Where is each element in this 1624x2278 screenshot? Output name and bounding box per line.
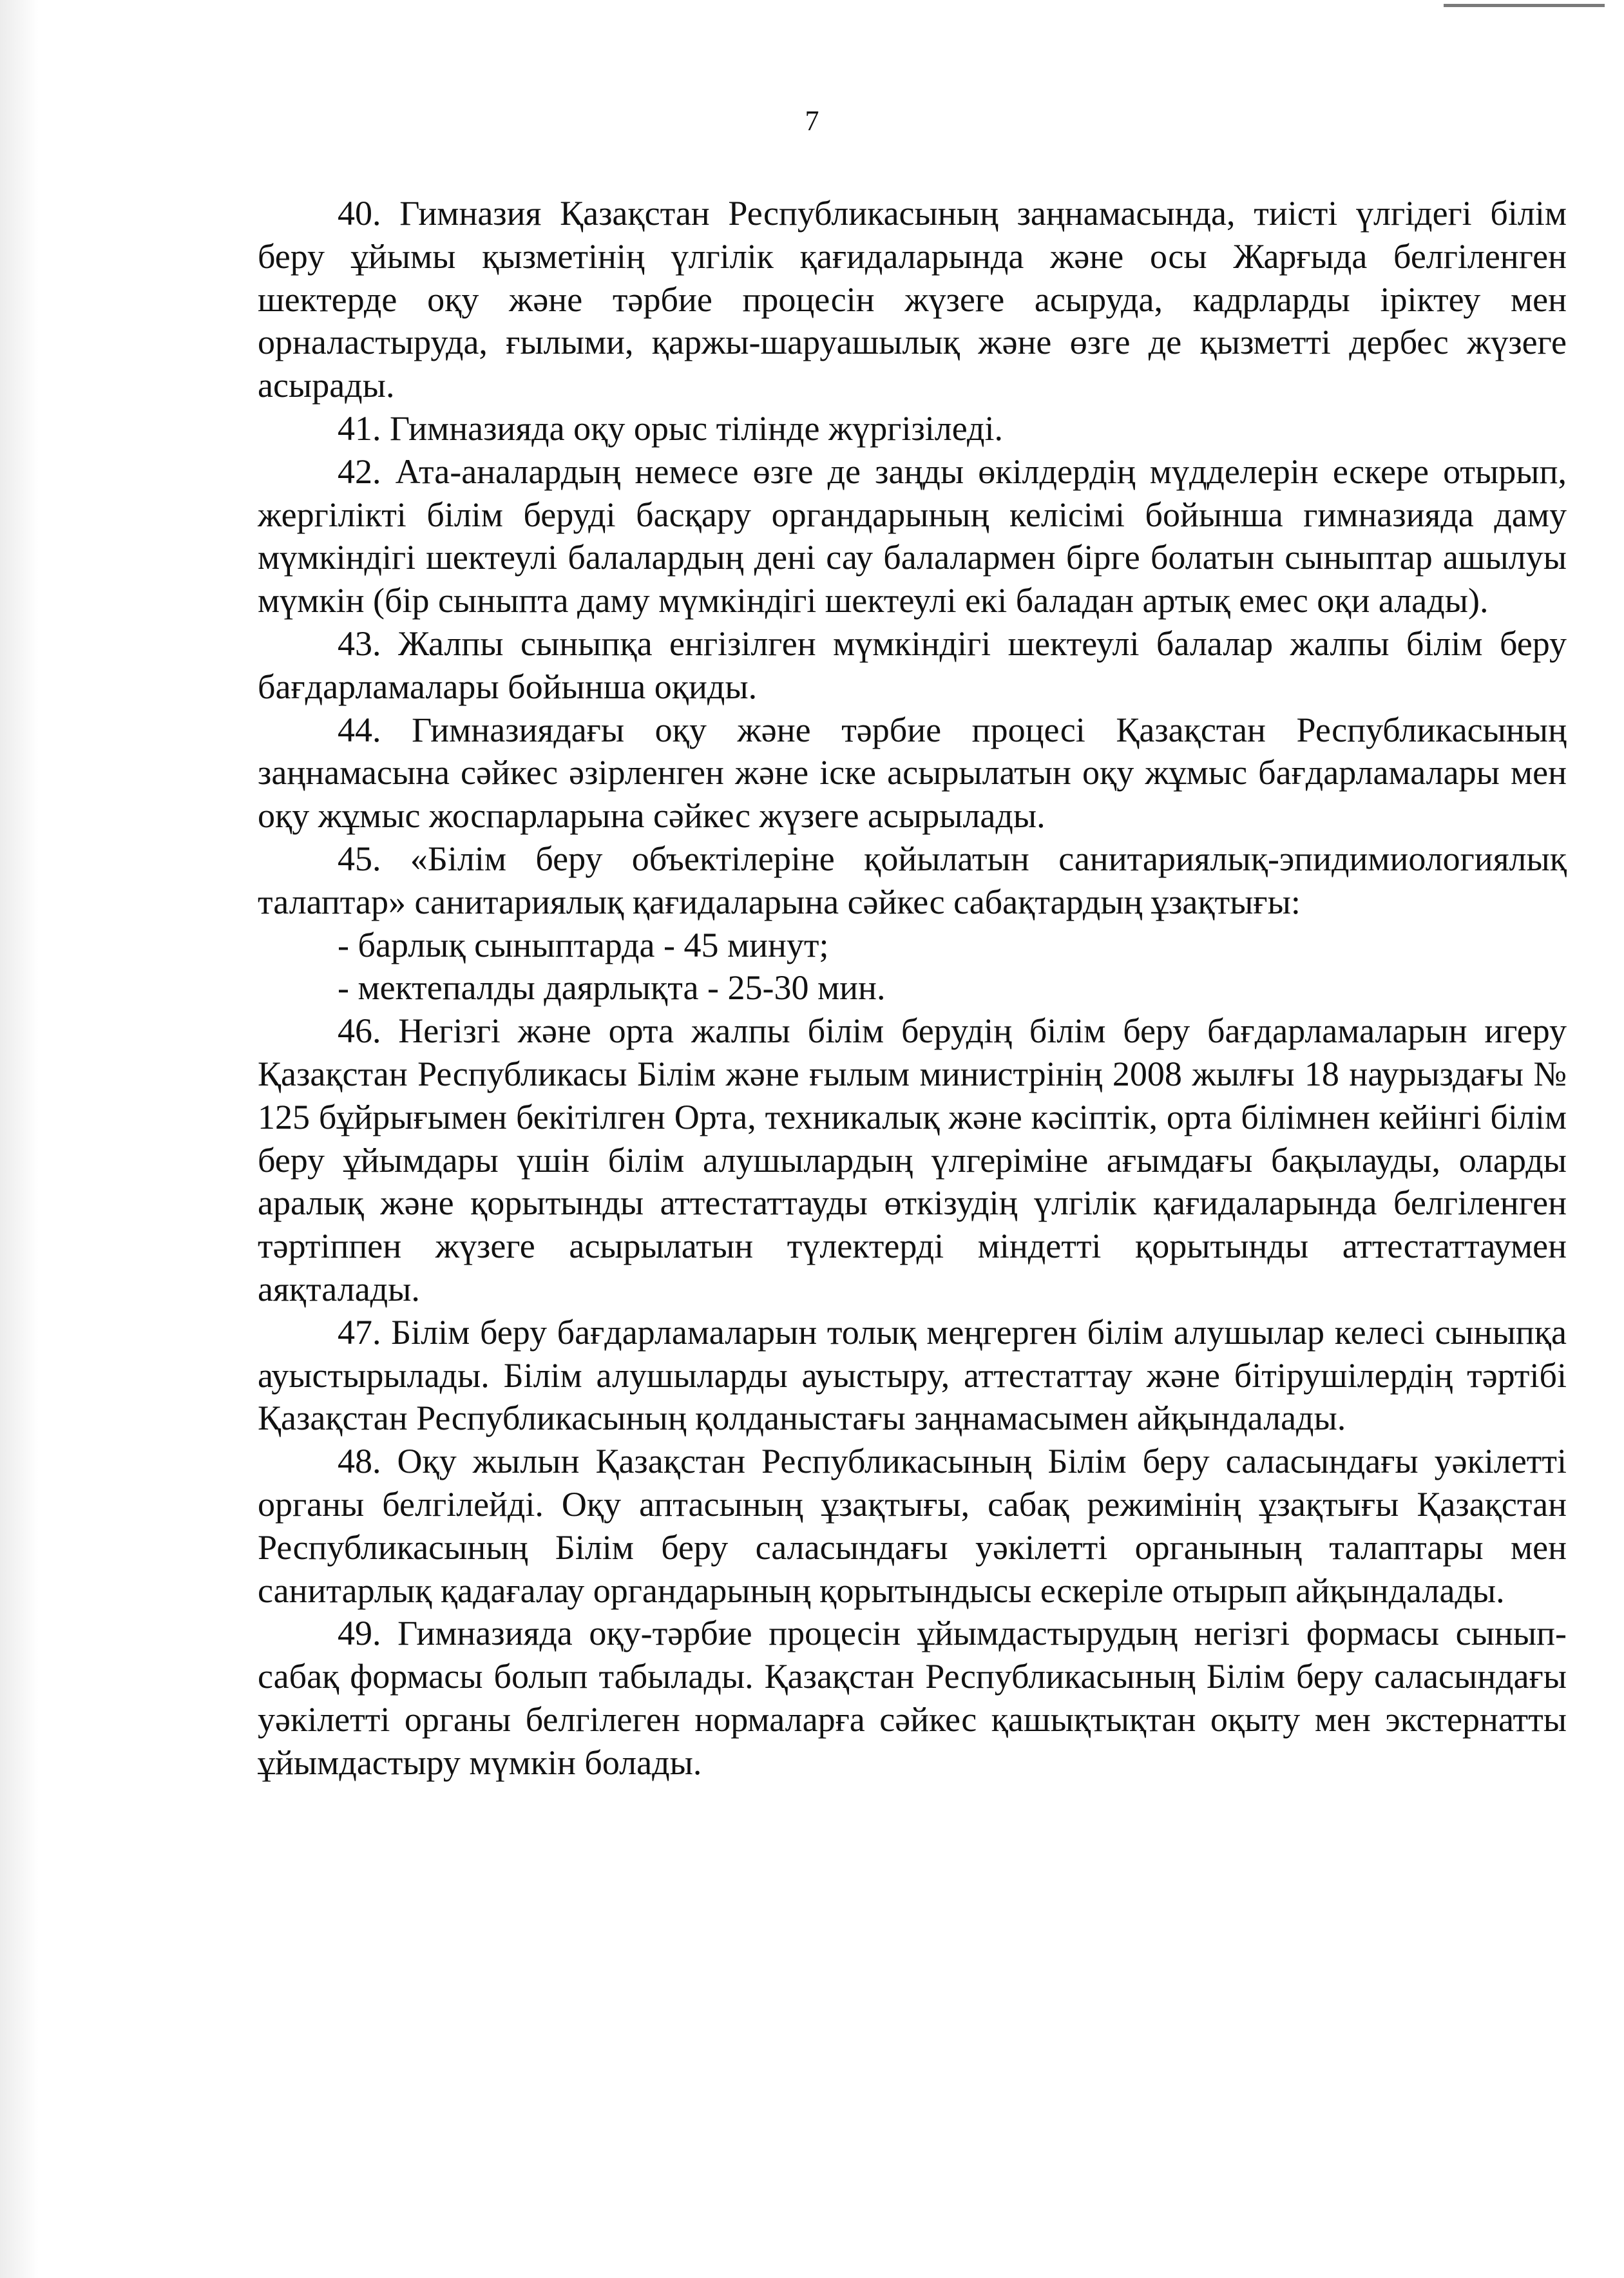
paragraph-44: 44. Гимназиядағы оқу және тәрбие процесі Қазақстан Республикасының заңнамасына сәйкес әзірленген және іске асырылатын оқу жұмыс бағдарламалары мен оқу жұмыс жоспарларына сәйкес жүзеге асырылады. <box>258 710 1567 836</box>
paragraph-49: 49. Гимназияда оқу-тәрбие процесін ұйымдастырудың негізгі формасы сынып-сабақ формасы болып табылады. Қазақстан Республикасының Білім беру саласындағы уәкілетті органы белгілеген нормаларға сәйкес қашықтықтан оқыту мен экстернатты ұйымдастыру мүмкін болады. <box>258 1614 1567 1782</box>
paragraph-47: 47. Білім беру бағдарламаларын толық меңгерген білім алушылар келесі сыныпқа ауыстырылады. Білім алушыларды ауыстыру, аттестаттау және бітірушілердің тәртібі Қазақстан Республикасының қолданыстағы заңнамасымен айқындалады. <box>258 1312 1567 1438</box>
page-number: 7 <box>805 105 819 137</box>
scan-top-edge-mark <box>1444 4 1605 7</box>
document-body <box>258 192 1567 1784</box>
list-item-all-classes: - барлық сыныптарда - 45 минут; <box>338 925 829 964</box>
paragraph-40: 40. Гимназия Қазақстан Республикасының заңнамасында, тиісті үлгідегі білім беру ұйымы қызметінің үлгілік қағидаларында және осы Жарғыда белгіленген шектерде оқу және тәрбие процесін жүзеге асыруда, кадрларды іріктеу мен орналастыруда, ғылыми, қаржы-шаруашылық және өзге де қызметті дербес жүзеге асырады. <box>258 194 1567 405</box>
paragraph-42: 42. Ата-аналардың немесе өзге де заңды өкілдердің мүдделерін ескере отырып, жергілікті білім беруді басқару органдарының келісімі бойынша гимназияда даму мүмкіндігі шектеулі балалардың дені сау балалармен бірге болатын сыныптар ашылуы мүмкін (бір сыныпта даму мүмкіндігі шектеулі екі баладан артық емес оқи алады). <box>258 452 1567 620</box>
paragraph-45: 45. «Білім беру объектілеріне қойылатын санитариялық-эпидимиологиялық талаптар» санитариялық қағидаларына сәйкес сабақтардың ұзақтығы: <box>258 839 1567 921</box>
paragraph-41: 41. Гимназияда оқу орыс тілінде жүргізіледі. <box>338 408 1003 448</box>
paragraph-46: 46. Негізгі және орта жалпы білім берудің білім беру бағдарламаларын игеру Қазақстан Республикасы Білім және ғылым министрінің 2008 жылғы 18 наурыздағы № 125 бұйрығымен бекітілген Орта, техникалық және кәсіптік, орта білімнен кейінгі білім беру ұйымдары үшін білім алушылардың үлгеріміне ағымдағы бақылауды, оларды аралық және қорытынды аттестаттауды өткізудің үлгілік қағидаларында белгіленген тәртіппен жүзеге асырылатын түлектерді міндетті қорытынды аттестаттаумен аяқталады. <box>258 1011 1567 1308</box>
scan-left-edge-shadow <box>0 0 39 2278</box>
list-item-preschool: - мектепалды даярлықта - 25-30 мин. <box>338 968 886 1008</box>
paragraph-43: 43. Жалпы сыныпқа енгізілген мүмкіндігі шектеулі балалар жалпы білім беру бағдарламалары бойынша оқиды. <box>258 624 1567 706</box>
paragraph-48: 48. Оқу жылын Қазақстан Республикасының Білім беру саласындағы уәкілетті органы белгілейді. Оқу аптасының ұзақтығы, сабақ режимінің ұзақтығы Қазақстан Республикасының Білім беру саласындағы уәкілетті органының талаптары мен санитарлық қадағалау органдарының қорытындысы ескеріле отырып айқындалады. <box>258 1442 1567 1610</box>
